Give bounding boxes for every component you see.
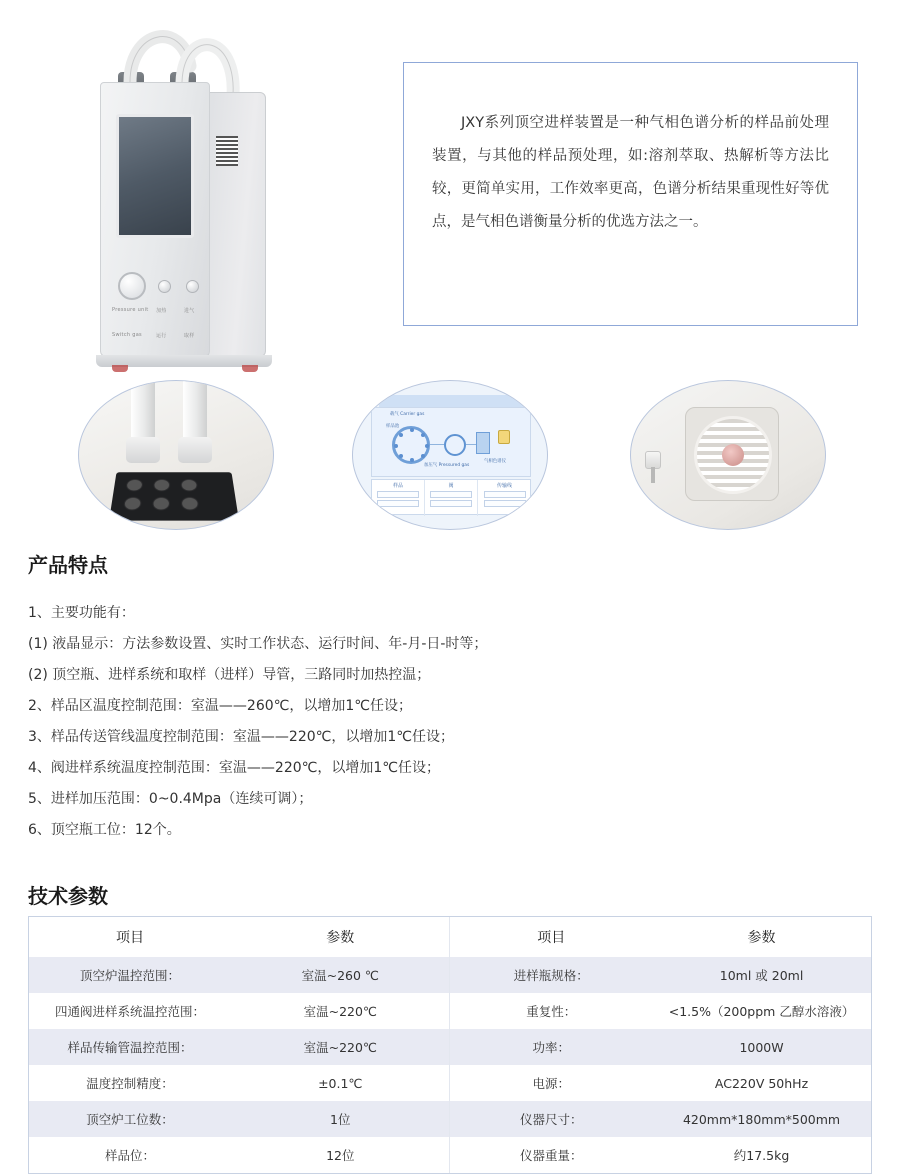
hmi-pressure-label: 加压气 Pressured gas xyxy=(424,463,470,468)
features-heading: 产品特点 xyxy=(28,553,108,577)
hmi-input-2-1[interactable] xyxy=(484,500,526,507)
table-row xyxy=(29,957,871,993)
feature-item: (2) 顶空瓶、进样系统和取样（进样）导管，三路同时加热控温； xyxy=(28,667,431,683)
vial-tray xyxy=(109,472,239,520)
detail-photo-hmi-screen xyxy=(352,380,548,530)
table-cell: 进样瓶规格： xyxy=(450,957,652,993)
pressure-gauge xyxy=(118,272,146,300)
specs-table xyxy=(29,917,871,1173)
hmi-titlebar xyxy=(379,395,523,407)
fan-grille-icon xyxy=(694,416,772,494)
feature-item: (1) 液晶显示：方法参数设置、实时工作状态、运行时间、年-月-日-时等； xyxy=(28,636,488,652)
table-cell: 顶空炉工位数： xyxy=(29,1101,231,1137)
device-knob-heat xyxy=(158,280,171,293)
detail-photo-cooling-fan xyxy=(630,380,826,530)
detail-photo-row xyxy=(0,380,900,540)
table-cell: 温度控制精度： xyxy=(86,1076,174,1091)
table-cell: ±0.1℃ xyxy=(318,1075,363,1091)
knob-label-sample: 取样 xyxy=(184,333,195,339)
table-header-cell: 项目 xyxy=(450,917,652,957)
table-cell: 重复性： xyxy=(450,993,652,1029)
table-cell: 室温~220℃ xyxy=(231,1029,450,1065)
table-header-cell: 参数 xyxy=(747,930,776,946)
hmi-sample-label: 样品池 xyxy=(386,424,400,429)
hmi-col-header-2: 传输线 xyxy=(496,483,512,489)
lock-icon xyxy=(498,430,510,444)
hmi-parameter-panel xyxy=(371,479,531,515)
table-row xyxy=(29,1101,871,1137)
table-cell: 四通阀进样系统温控范围： xyxy=(55,1004,206,1019)
gauge-label-top: Pressure unit xyxy=(112,307,149,313)
table-cell: 1000W xyxy=(652,1029,871,1065)
device-side-panel xyxy=(208,92,266,357)
feature-item: 1、主要功能有： xyxy=(28,605,135,621)
device-knob-gas xyxy=(186,280,199,293)
specs-table-wrapper xyxy=(28,916,872,1174)
table-cell: 样品位： xyxy=(105,1148,156,1163)
detail-photo-sample-tray xyxy=(78,380,274,530)
gas-port-pin xyxy=(651,467,655,483)
device-foot-right xyxy=(242,365,258,372)
knob-label-gas: 进气 xyxy=(184,308,195,314)
table-cell: 12位 xyxy=(326,1148,355,1163)
table-header-cell: 项目 xyxy=(116,930,145,946)
feature-item: 2、样品区温度控制范围：室温——260℃，以增加1℃任设； xyxy=(28,698,412,714)
device-lcd-screen xyxy=(116,114,194,238)
device-barcode-label xyxy=(216,136,238,166)
table-cell: 420mm*180mm*500mm xyxy=(652,1101,871,1137)
hmi-input-2-0[interactable] xyxy=(484,491,526,498)
table-cell: 顶空炉温控范围： xyxy=(29,957,231,993)
hmi-input-1-1[interactable] xyxy=(430,500,472,507)
hmi-col-header-1: 阀 xyxy=(448,483,454,489)
hmi-input-1-0[interactable] xyxy=(430,491,472,498)
table-row xyxy=(29,1065,871,1101)
hmi-input-0-0[interactable] xyxy=(377,491,419,498)
table-cell: AC220V 50hHz xyxy=(714,1075,809,1091)
table-cell: 样品传输管温控范围： xyxy=(29,1029,231,1065)
table-cell: 1位 xyxy=(231,1101,450,1137)
hmi-valve-icon xyxy=(444,434,466,456)
table-header-row xyxy=(29,917,871,957)
table-cell: 10ml 或 20ml xyxy=(652,957,871,993)
hmi-carrier-label: 载气 Carrier gas xyxy=(390,412,425,417)
gauge-label-bottom: Switch gas xyxy=(112,332,142,338)
hmi-carousel-dial xyxy=(392,426,430,464)
feature-item: 6、顶空瓶工位：12个。 xyxy=(28,822,181,838)
table-cell: 约17.5kg xyxy=(733,1148,790,1163)
hmi-chromatograph-label: 气相色谱仪 xyxy=(484,459,506,464)
hmi-column-icon xyxy=(476,432,490,454)
table-cell: 电源： xyxy=(450,1065,652,1101)
intro-box xyxy=(403,62,858,326)
hmi-input-0-1[interactable] xyxy=(377,500,419,507)
product-hero-section xyxy=(0,0,900,380)
table-cell: 功率： xyxy=(450,1029,652,1065)
feature-item: 4、阀进样系统温度控制范围：室温——220℃，以增加1℃任设； xyxy=(28,760,440,776)
knob-label-heat: 加热 xyxy=(156,308,167,314)
features-list xyxy=(28,598,868,846)
table-row xyxy=(29,1029,871,1065)
table-row xyxy=(29,1137,871,1173)
table-cell: 室温~260 ℃ xyxy=(231,957,450,993)
table-cell: 室温~220℃ xyxy=(303,1004,377,1019)
tube-fitting-left xyxy=(126,437,160,463)
table-cell: <1.5%（200ppm 乙醇水溶液） xyxy=(668,1004,855,1019)
hmi-flow-diagram xyxy=(371,407,531,477)
feature-item: 3、样品传送管线温度控制范围：室温——220℃，以增加1℃任设； xyxy=(28,729,454,745)
table-cell: 仪器重量： xyxy=(450,1137,652,1173)
table-row xyxy=(29,993,871,1029)
intro-paragraph: JXY系列顶空进样装置是一种气相色谱分析的样品前处理装置，与其他的样品预处理，如:溶剂萃取、热解析等方法比较，更简单实用，工作效率更高，色谱分析结果重现性好等优点，是气相色谱衡量分析的优选方法之一。 xyxy=(432,115,829,230)
product-photo-main xyxy=(60,10,360,370)
hmi-col-header-0: 样品 xyxy=(392,483,403,489)
knob-label-run: 运行 xyxy=(156,333,167,339)
fan-housing xyxy=(685,407,779,501)
device-foot-left xyxy=(112,365,128,372)
fan-hub xyxy=(722,444,744,466)
feature-item: 5、进样加压范围：0~0.4Mpa（连续可调）； xyxy=(28,791,313,807)
table-cell: 仪器尺寸： xyxy=(450,1101,652,1137)
table-header-cell: 参数 xyxy=(326,930,355,946)
specs-heading: 技术参数 xyxy=(28,884,108,908)
tube-fitting-right xyxy=(178,437,212,463)
